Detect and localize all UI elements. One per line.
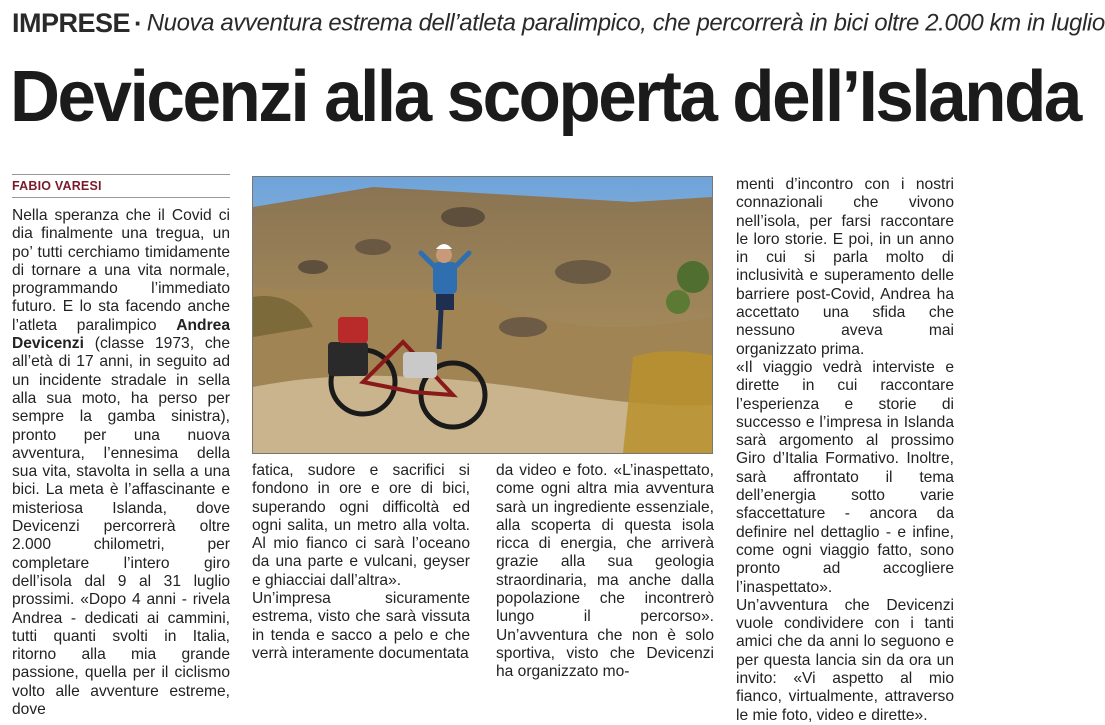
section-label: IMPRESE	[12, 8, 131, 38]
paragraph-text: (classe 1973, che all’età di 17 anni, in seguito ad un incidente stradale in sella alla sua moto, ha perso per sempre la gamba sinistra), pronto per una nuova avventura, l’ennesima della sua vita, stavolta in sella a una bici. La meta è l’affascinante e misteriosa Islanda, dove Devicenzi percorrerà oltre 2.000 chilometri, per completare l’intero giro dell’isola dal 9 al 31 luglio prossimi. «Dopo 4 anni - rivela Andrea - dedicati ai cammini, tutti quanti svolti in Italia, ritorno alla mia grande passione, quella per il ciclismo volto alle avventure estreme, dove	[12, 335, 230, 719]
paragraph	[12, 207, 230, 719]
paragraph: «Il viaggio vedrà interviste e dirette in cui raccontare l’esperienza e storie di successo e l’impresa in Islanda sarà argomento al prossimo Giro d’Italia Formativo. Inoltre, sarà affrontato il tema dell’energia sotto varie sfaccettature - ancora da definire nel dettaglio - e infine, come ogni viaggio fatto, sono pronto ad accogliere l’inaspettato».	[736, 358, 954, 596]
byline	[12, 174, 230, 198]
paragraph: menti d’incontro con i nostri connazionali che vivono nell’isola, per farsi raccontare le loro storie. E poi, in un anno in cui si parla molto di inclusività e superamento delle barriere post-Covid, Andrea ha accettato una sfida che nessuno aveva mai organizzato prima.	[736, 176, 954, 358]
author-name: FABIO VARESI	[12, 179, 102, 193]
paragraph: da video e foto. «L’inaspettato, come ogni altra mia avventura sarà un ingrediente essenziale, alla scoperta di questa isola ricca di energia, che arriverà grazie alla sua geologia straordinaria, ma anche dalla popolazione che incontrerò lungo il percorso». Un’avventura che non è solo sportiva, visto che Devicenzi ha organizzato mo-	[496, 462, 714, 681]
paragraph-text: Nella speranza che il Covid ci dia finalmente una tregua, un po’ tutti cerchiamo timidamente di tornare a una vita normale, programmando l’immediato futuro. E lo sta facendo anche l’atleta paralimpico	[12, 207, 230, 334]
kicker-subtitle: Nuova avventura estrema dell’atleta paralimpico, che percorrerà in bici oltre 2.000 km in luglio	[146, 9, 1105, 37]
kicker-separator: ·	[134, 8, 143, 38]
paragraph: fatica, sudore e sacrifici si fondono in ore e ore di bici, superando ogni difficoltà ed ogni salita, un metro alla volta. Al mio fianco ci sarà l’oceano da una parte e vulcani, geyser e ghiacciai dall’altra».	[252, 462, 470, 589]
athlete-name: Andrea Devicenzi	[12, 316, 230, 353]
paragraph: Un’impresa sicuramente estrema, visto che sarà vissuta in tenda e sacco a pelo e che verrà interamente documentata	[252, 590, 470, 662]
article-photo	[252, 176, 713, 454]
headline: Devicenzi alla scoperta dell’Islanda	[10, 57, 1080, 137]
article-column-3	[496, 462, 714, 682]
cyclist-photo-illustration	[253, 177, 712, 453]
article-column-1	[12, 207, 230, 719]
paragraph: Un’avventura che Devicenzi vuole condividere con i tanti amici che da anni lo seguono e per questa lancia sin da ora un invito: «Vi aspetto al mio fianco, virtualmente, attraverso le mie foto, video e dirette».	[736, 596, 954, 724]
article-column-2	[252, 462, 470, 663]
kicker	[12, 8, 1105, 48]
article-column-4	[736, 176, 954, 725]
